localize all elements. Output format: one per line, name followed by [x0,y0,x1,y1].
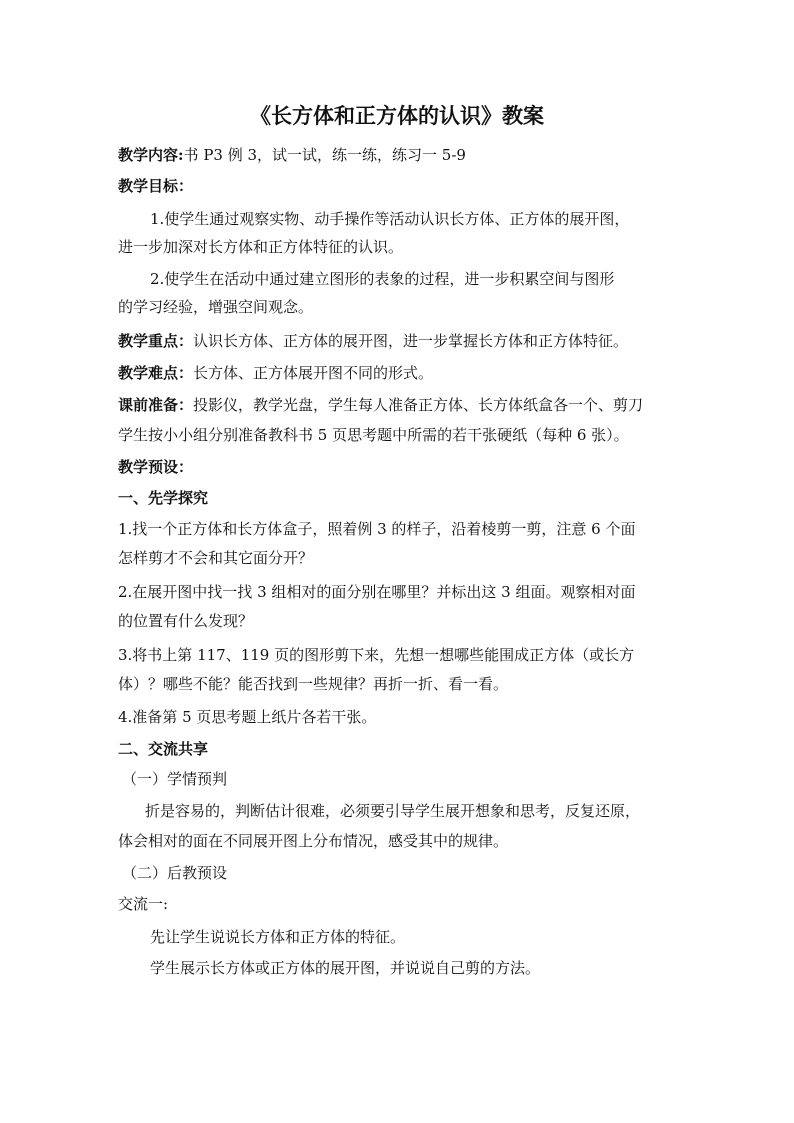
teaching-preset-label: 教学预设： [118,458,194,476]
item-1-line-1: 1.找一个正方体和长方体盒子，照着例 3 的样子，沿着棱剪一剪，注意 6 个面 [118,520,636,538]
teaching-content-label: 教学内容: [118,146,184,164]
difficulty-text: 长方体、正方体展开图不同的形式。 [193,364,434,382]
subsection-1-heading: （一）学情预判 [122,770,228,788]
teaching-content-line [118,144,466,166]
teaching-goals-label: 教学目标： [118,177,194,195]
document-title: 《长方体和正方体的认识》教案 [250,103,544,128]
goal-1-line-1: 1.使学生通过观察实物、动手操作等活动认识长方体、正方体的展开图， [150,210,630,228]
paragraph-1-line-1: 折是容易的，判断估计很难，必须要引导学生展开想象和思考，反复还原， [145,802,641,820]
key-point-text: 认识长方体、正方体的展开图，进一步掌握长方体和正方体特征。 [193,332,629,350]
preparation-text-1: 投影仪，教学光盘，学生每人准备正方体、长方体纸盒各一个、剪刀 [193,396,644,414]
difficulty-line [118,362,433,384]
section-2-heading: 二、交流共享 [118,740,209,758]
item-2-line-1: 2.在展开图中找一找 3 组相对的面分别在哪里？并标出这 3 组面。观察相对面 [118,583,636,601]
preparation-line-1 [118,394,643,416]
preparation-line-2: 学生按小小组分别准备教科书 5 页思考题中所需的若干张硬纸（每种 6 张）。 [118,426,629,444]
item-1-line-2: 怎样剪才不会和其它面分开？ [118,549,314,567]
exchange-1-line-2: 学生展示长方体或正方体的展开图，并说说自己剪的方法。 [150,959,541,977]
paragraph-1-line-2: 体会相对的面在不同展开图上分布情况，感受其中的规律。 [118,832,509,850]
teaching-content-text: 书 P3 例 3，试一试，练一练，练习一 5-9 [183,146,466,164]
item-3-line-1: 3.将书上第 117、119 页的图形剪下来，先想一想哪些能围成正方体（或长方 [118,646,635,664]
item-4-line: 4.准备第 5 页思考题上纸片各若干张。 [118,708,377,726]
exchange-1-line-1: 先让学生说说长方体和正方体的特征。 [150,928,406,946]
key-point-label: 教学重点： [118,332,194,350]
exchange-1-label: 交流一: [118,895,169,913]
item-3-line-2: 体）？哪些不能？能否找到一些规律？再折一折、看一看。 [118,675,509,693]
difficulty-label: 教学难点： [118,364,194,382]
subsection-2-heading: （二）后教预设 [122,864,228,882]
goal-2-line-1: 2.使学生在活动中通过建立图形的表象的过程，进一步积累空间与图形 [150,270,615,288]
preparation-label: 课前准备： [118,396,194,414]
key-point-line [118,330,628,352]
goal-2-line-2: 的学习经验，增强空间观念。 [118,298,314,316]
item-2-line-2: 的位置有什么发现？ [118,612,254,630]
section-1-heading: 一、先学探究 [118,489,209,507]
goal-1-line-2: 进一步加深对长方体和正方体特征的认识。 [118,238,404,256]
